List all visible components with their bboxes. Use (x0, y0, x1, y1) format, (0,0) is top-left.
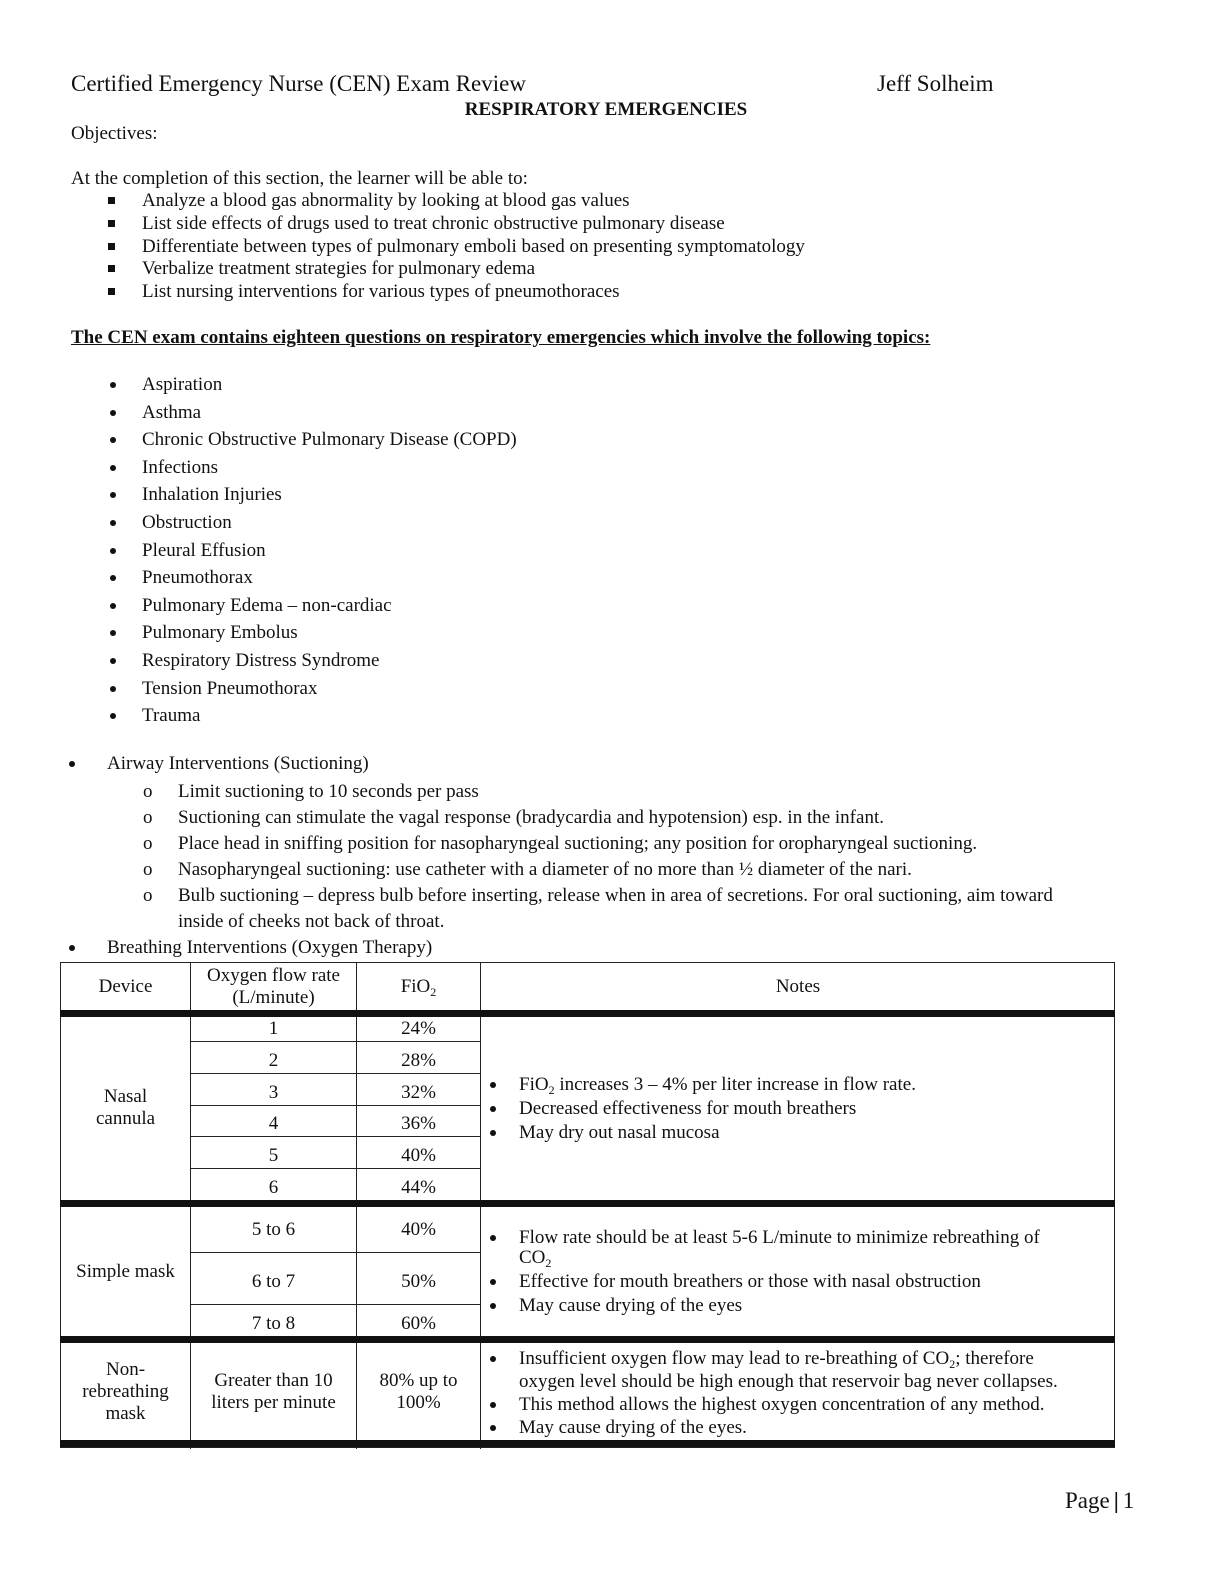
square-bullet-icon (108, 265, 115, 272)
header-device: Device (98, 976, 153, 997)
page-number: Page | 1 (1065, 1488, 1135, 1513)
bullet-icon (490, 1082, 496, 1088)
bullet-icon (110, 713, 116, 719)
bullet-icon (490, 1279, 496, 1285)
list-item: Insufficient oxygen flow may lead to re-breathing of $CO_2$; therefore (481, 1347, 1058, 1370)
list-item: Effective for mouth breathers or those with nasal obstruction (481, 1270, 1040, 1294)
bullet-icon (69, 761, 75, 767)
list-item: This method allows the highest oxygen concentration of any method. (481, 1393, 1058, 1416)
circle-bullet-icon: o (143, 807, 153, 828)
circle-bullet-icon: o (143, 781, 153, 802)
circle-bullet-icon: o (143, 833, 153, 854)
header-notes: Notes (775, 976, 821, 997)
table-cell-flow: Greater than 10 liters per minute (211, 1370, 336, 1413)
table-cell-fio2: 44% (401, 1177, 436, 1198)
table-cell-fio2: 60% (401, 1313, 436, 1334)
list-item: Flow rate should be at least 5-6 L/minute to minimize rebreathing of (481, 1226, 1040, 1250)
bullet-icon (490, 1425, 496, 1431)
device-non-rebreathing-mask: Non- rebreathing mask (82, 1359, 169, 1424)
bullet-icon (110, 520, 116, 526)
simple-mask-notes (481, 1226, 1040, 1318)
bullet-icon (110, 410, 116, 416)
table-cell-flow: 6 (268, 1177, 279, 1198)
table-cell-flow: 4 (268, 1113, 279, 1134)
square-bullet-icon (108, 220, 115, 227)
bullet-icon (110, 603, 116, 609)
author-name: Jeff Solheim (877, 71, 994, 96)
bullet-icon (110, 382, 116, 388)
list-item: $CO_2$ (519, 1247, 552, 1270)
topics-heading: The CEN exam contains eighteen questions on respiratory emergencies which involve the following topics: (71, 327, 931, 348)
list-item: May cause drying of the eyes (481, 1294, 1040, 1318)
bullet-icon (490, 1106, 496, 1112)
objectives-intro: At the completion of this section, the learner will be able to: (71, 168, 528, 189)
bullet-icon (110, 465, 116, 471)
square-bullet-icon (108, 197, 115, 204)
table-cell-flow: 5 (268, 1145, 279, 1166)
bullet-icon (110, 437, 116, 443)
airway-heading: Airway Interventions (Suctioning) (107, 753, 369, 775)
bullet-icon (490, 1130, 496, 1136)
square-bullet-icon (108, 243, 115, 250)
table-cell-fio2: 80% up to 100% (379, 1370, 458, 1413)
table-cell-fio2: 40% (401, 1219, 436, 1240)
header-fio2: FiO$_2$ (400, 976, 437, 999)
table-cell-flow: 1 (268, 1018, 279, 1039)
header-flow-rate: Oxygen flow rate (L/minute) (207, 965, 340, 1008)
bullet-icon (110, 686, 116, 692)
circle-bullet-icon: o (143, 885, 153, 906)
bullet-icon (110, 658, 116, 664)
table-cell-fio2: 50% (401, 1271, 436, 1292)
square-bullet-icon (108, 288, 115, 295)
table-cell-fio2: 40% (401, 1145, 436, 1166)
bullet-icon (110, 492, 116, 498)
bullet-icon (490, 1303, 496, 1309)
oxygen-therapy-table (60, 962, 1115, 1448)
table-cell-flow: 5 to 6 (251, 1219, 296, 1240)
table-cell-fio2: 28% (401, 1050, 436, 1071)
table-cell-flow: 6 to 7 (251, 1271, 296, 1292)
list-item: Decreased effectiveness for mouth breathers (481, 1097, 916, 1121)
table-cell-flow: 3 (268, 1082, 279, 1103)
table-cell-fio2: 36% (401, 1113, 436, 1134)
nasal-notes (481, 1073, 916, 1145)
bullet-icon (490, 1402, 496, 1408)
device-simple-mask: Simple mask (76, 1261, 175, 1282)
table-cell-fio2: 24% (401, 1018, 436, 1039)
device-nasal-cannula: Nasal cannula (95, 1086, 156, 1129)
circle-bullet-icon: o (143, 859, 153, 880)
list-item: May dry out nasal mucosa (481, 1121, 916, 1145)
table-cell-flow: 2 (268, 1050, 279, 1071)
list-item: May cause drying of the eyes. (481, 1416, 1058, 1439)
list-item: FiO$_2$ increases 3 – 4% per liter increase in flow rate. (481, 1073, 916, 1097)
bullet-icon (490, 1235, 496, 1241)
breathing-heading: Breathing Interventions (Oxygen Therapy) (107, 937, 432, 959)
objectives-label: Objectives: (71, 123, 158, 144)
bullet-icon (110, 575, 116, 581)
non-rebreathing-notes (481, 1347, 1058, 1439)
document-title: Certified Emergency Nurse (CEN) Exam Review (71, 71, 526, 96)
list-item: oxygen level should be high enough that reservoir bag never collapses. (519, 1371, 1058, 1392)
bullet-icon (490, 1356, 496, 1362)
section-title: RESPIRATORY EMERGENCIES (464, 99, 748, 120)
bullet-icon (110, 630, 116, 636)
table-cell-flow: 7 to 8 (251, 1313, 296, 1334)
table-cell-fio2: 32% (401, 1082, 436, 1103)
bullet-icon (110, 548, 116, 554)
bullet-icon (69, 945, 75, 951)
